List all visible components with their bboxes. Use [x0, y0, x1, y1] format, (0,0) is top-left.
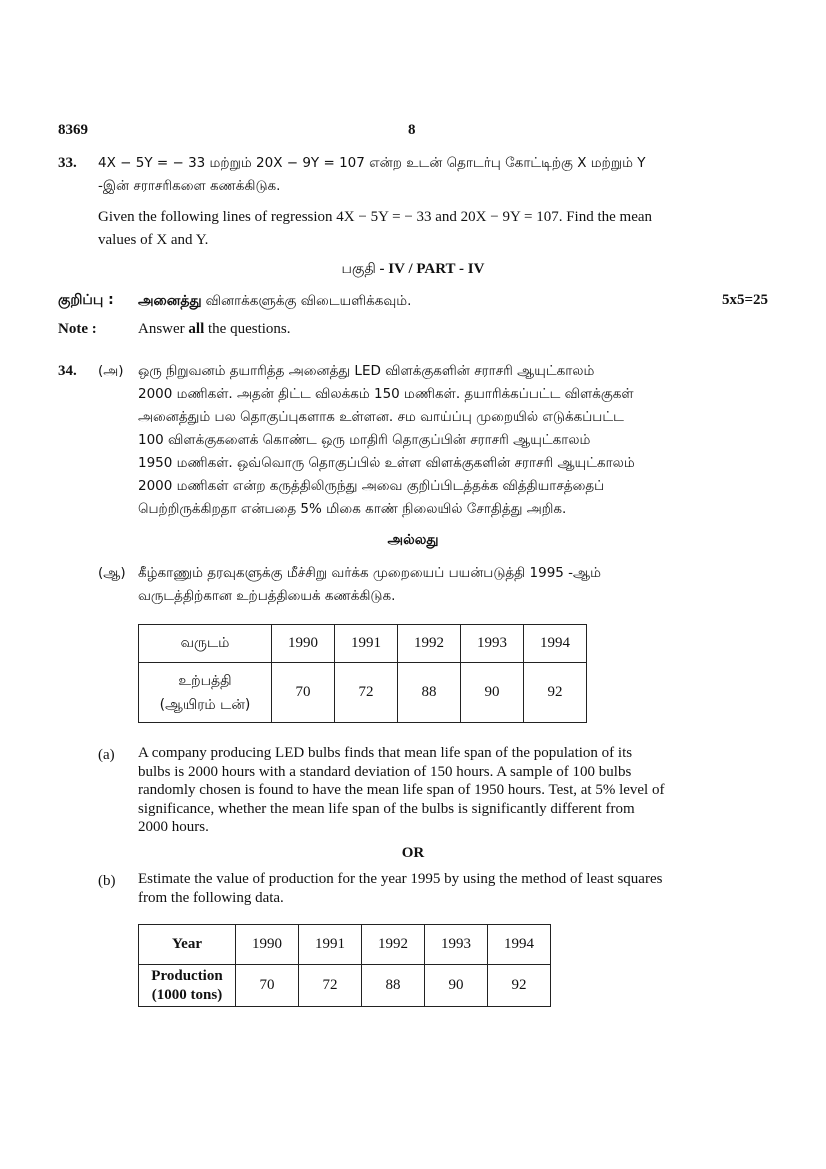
paper-code: 8369: [58, 122, 88, 138]
question-34-a-line: 2000 hours.: [138, 819, 209, 835]
question-34-b-tamil-text: [138, 562, 730, 608]
question-34-b-text: [138, 870, 730, 907]
or-english: OR: [401, 845, 425, 861]
table-row: [139, 925, 551, 965]
table-header-production: [139, 663, 272, 723]
or-tamil: அல்லது: [387, 532, 439, 548]
question-33-english-line-1: Given the following lines of regression 4X − 5Y = − 33 and 20X − 9Y = 107. Find the mean: [98, 209, 653, 225]
table-cell-production: 72: [335, 663, 398, 723]
table-row: [139, 965, 551, 1007]
table-cell-production: 70: [272, 663, 335, 723]
note-english-pre: Answer: [138, 321, 189, 337]
table-cell-year: 1993: [461, 625, 524, 663]
table-row: [139, 663, 587, 723]
question-33-english-line-2: values of X and Y.: [98, 232, 209, 248]
table-cell-production: 72: [299, 965, 362, 1007]
part-heading-english: - IV / PART - IV: [375, 261, 485, 277]
question-34-a-tamil-line: 100 விளக்குகளைக் கொண்ட ஒரு மாதிரி தொகுப்பின் சராசரி ஆயுட்காலம்: [138, 432, 591, 448]
question-34-b-tamil-line: கீழ்காணும் தரவுகளுக்கு மீச்சிறு வர்க்க முறையைப் பயன்படுத்தி 1995 -ஆம்: [138, 565, 601, 581]
table-header-production-line-2: (ஆயிரம் டன்): [159, 696, 251, 713]
table-cell-production: 90: [425, 965, 488, 1007]
table-header-production-line-1: Production: [151, 967, 223, 984]
part-heading: [0, 260, 826, 279]
table-cell-year: 1991: [335, 625, 398, 663]
note-tamil-text: [138, 292, 411, 311]
note-english-label: Note :: [58, 321, 97, 337]
table-cell-production: 92: [524, 663, 587, 723]
table-cell-year: 1992: [398, 625, 461, 663]
question-34-a-line: randomly chosen is found to have the mean life span of 1950 hours. Test, at 5% level of: [138, 782, 665, 798]
question-34-a-tamil-line: 2000 மணிகள். அதன் திட்ட விலக்கம் 150 மணிகள். தயாரிக்கப்பட்ட விளக்குகள்: [138, 386, 634, 402]
table-header-year: வருடம்: [139, 625, 272, 663]
note-english-bold: all: [188, 321, 205, 337]
question-34-a-tamil-line: ஒரு நிறுவனம் தயாரித்த அனைத்து LED விளக்குகளின் சராசரி ஆயுட்காலம்: [138, 363, 595, 379]
tamil-data-table: [138, 624, 587, 723]
question-34-a-line: significance, whether the mean life span of the bulbs is significantly different from: [138, 800, 635, 817]
table-cell-production: 70: [236, 965, 299, 1007]
question-34-b-tamil-line: வருடத்திற்கான உற்பத்தியைக் கணக்கிடுக.: [138, 588, 396, 604]
question-34-number: 34.: [58, 363, 77, 379]
question-34-b-tamil-label: (ஆ): [98, 565, 126, 581]
page-number: 8: [408, 122, 416, 138]
question-34-a-tamil-label: (அ): [98, 363, 124, 379]
table-cell-year: 1991: [299, 925, 362, 965]
question-34-a-tamil-line: 2000 மணிகள் என்ற கருத்திலிருந்து அவை குறிப்பிடத்தக்க வித்தியாசத்தைப்: [138, 478, 605, 494]
question-34-a-tamil-line: 1950 மணிகள். ஒவ்வொரு தொகுப்பில் உள்ள விளக்குகளின் சராசரி ஆயுட்காலம்: [138, 455, 635, 471]
english-data-table: [138, 924, 551, 1007]
question-33-number: 33.: [58, 155, 77, 171]
part-heading-tamil: பகுதி: [341, 261, 376, 277]
question-34-b-label: (b): [98, 873, 116, 889]
table-cell-year: 1994: [524, 625, 587, 663]
question-33-tamil-line-1: 4X − 5Y = − 33 மற்றும் 20X − 9Y = 107 என்ற உடன் தொடர்பு கோட்டிற்கு X மற்றும் Y: [98, 155, 646, 171]
table-cell-year: 1993: [425, 925, 488, 965]
table-row: [139, 625, 587, 663]
table-cell-year: 1994: [488, 925, 551, 965]
question-34-a-tamil-text: [138, 360, 730, 521]
table-cell-year: 1992: [362, 925, 425, 965]
table-cell-production: 88: [398, 663, 461, 723]
question-33-tamil-line-2: -இன் சராசரிகளை கணக்கிடுக.: [98, 178, 281, 194]
question-34-a-tamil-line: அனைத்தும் பல தொகுப்புகளாக உள்ளன. சம வாய்ப்பு முறையில் எடுக்கப்பட்ட: [138, 409, 624, 425]
note-tamil-bold: அனைத்து: [138, 293, 202, 309]
table-cell-year: 1990: [272, 625, 335, 663]
note-tamil-label: குறிப்பு :: [58, 292, 114, 308]
table-cell-production: 92: [488, 965, 551, 1007]
question-34-a-line: bulbs is 2000 hours with a standard deviation of 150 hours. A sample of 100 bulbs: [138, 763, 632, 780]
marks-allocation: 5x5=25: [721, 292, 768, 308]
table-header-production-line-1: உற்பத்தி: [178, 672, 232, 689]
question-34-a-line: A company producing LED bulbs finds that mean life span of the population of its: [138, 745, 633, 761]
table-cell-production: 88: [362, 965, 425, 1007]
note-english-post: the questions.: [204, 321, 291, 337]
table-header-production: [139, 965, 236, 1007]
question-34-a-tamil-line: பெற்றிருக்கிறதா என்பதை 5% மிகை காண் நிலையில் சோதித்து அறிக.: [138, 501, 567, 517]
question-34-a-text: [138, 744, 730, 837]
question-34-b-line: from the following data.: [138, 889, 284, 906]
note-tamil-rest: வினாக்களுக்கு விடையளிக்கவும்.: [205, 293, 412, 309]
table-cell-year: 1990: [236, 925, 299, 965]
table-cell-production: 90: [461, 663, 524, 723]
question-34-a-label: (a): [98, 747, 115, 763]
question-34-b-line: Estimate the value of production for the year 1995 by using the method of least squares: [138, 871, 663, 887]
table-header-year: Year: [139, 925, 236, 965]
note-english-text: [138, 318, 291, 341]
table-header-production-line-2: (1000 tons): [151, 986, 223, 1003]
